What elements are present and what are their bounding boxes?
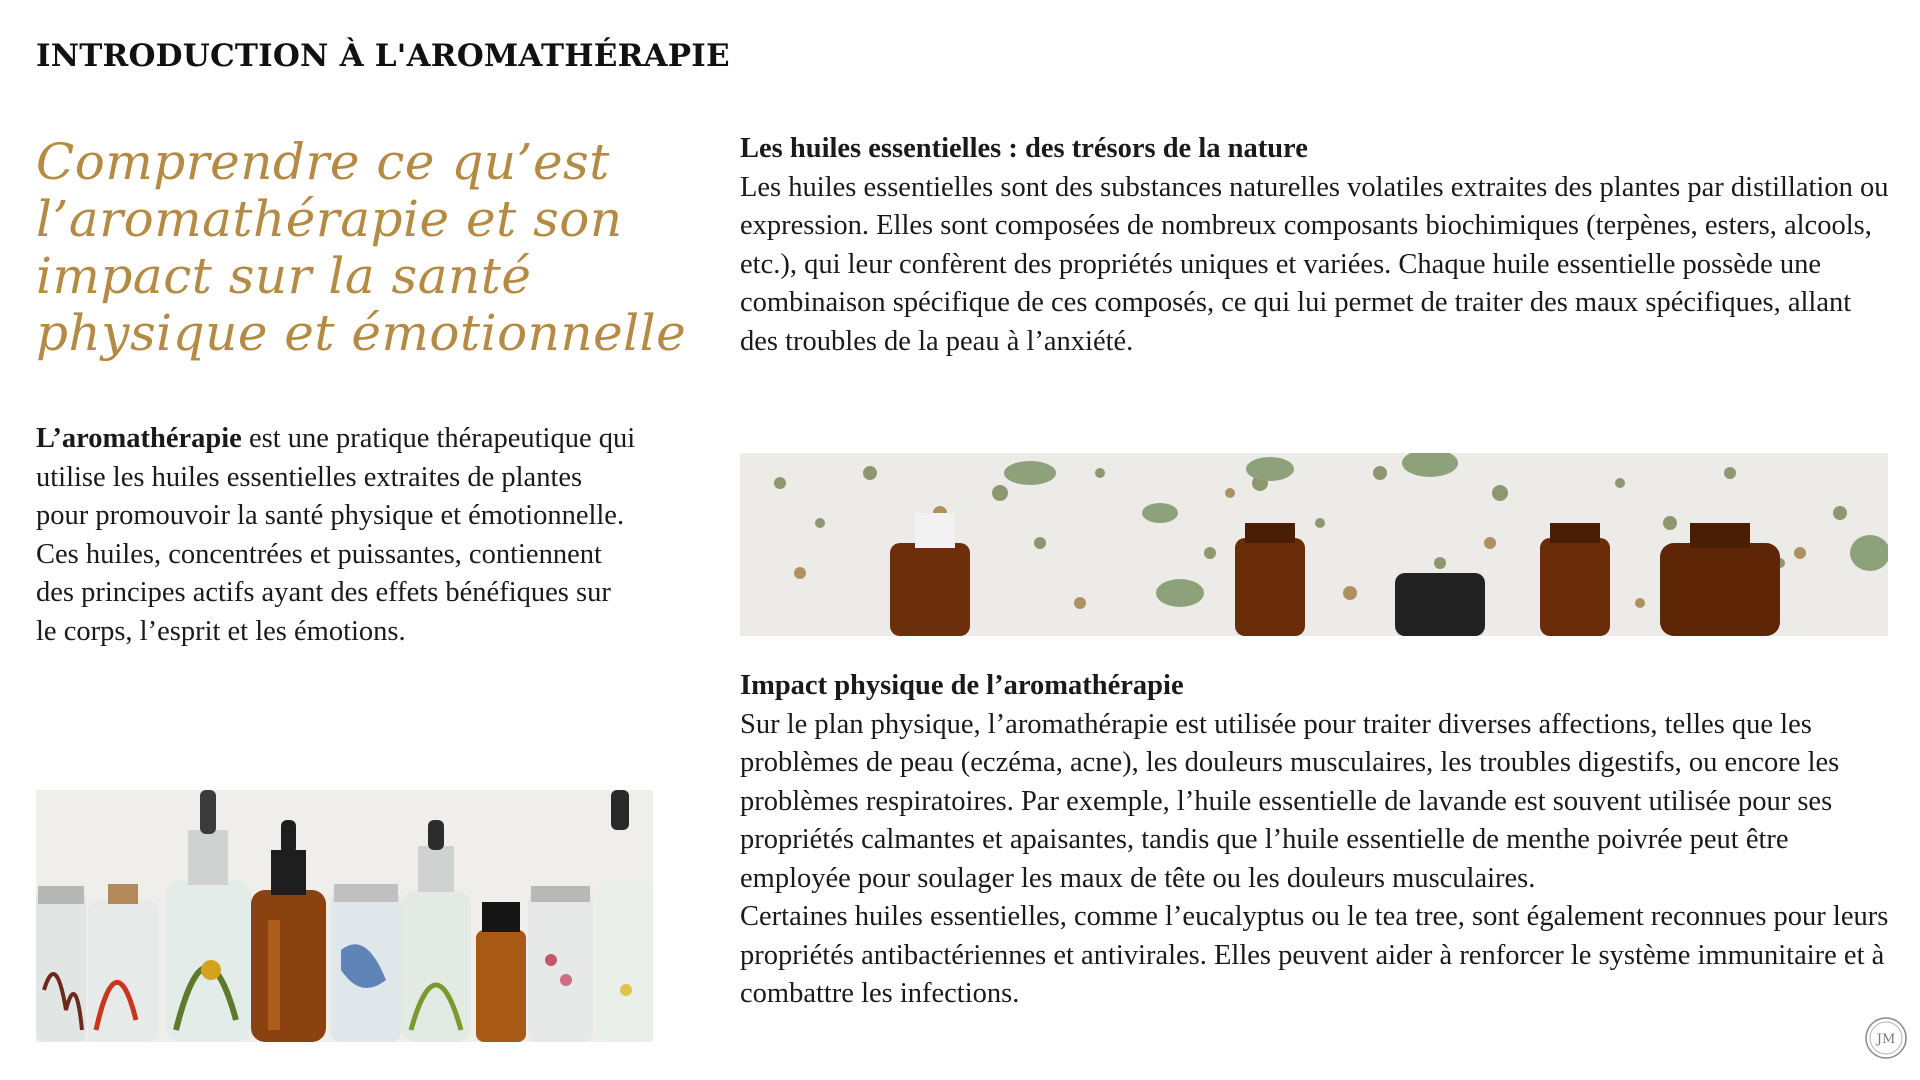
jm-logo (1864, 1016, 1908, 1060)
bottles-illustration (36, 790, 653, 1042)
logo-lettering: JM (1876, 1032, 1896, 1047)
section-body-physical-impact-1: Sur le plan physique, l’aromathérapie est utilisée pour traiter diverses affections, telles que les problèmes de peau (eczéma, acne), les douleurs musculaires, les troubles digestifs, ou encore les problèmes respiratoires. Par exemple, l’huile essentielle de lavande est souvent utilisée pour ses propriétés calmantes et apaisantes, tandis que l’huile essentielle de menthe poivrée peut être employée pour soulager les maux de tête ou les douleurs musculaires. (740, 708, 1840, 894)
jm-logo-icon (1864, 1016, 1908, 1060)
left-column (36, 134, 706, 651)
page-title: INTRODUCTION À L'AROMATHÉRAPIE (36, 38, 730, 74)
section-physical-impact (740, 667, 1900, 1014)
banner-illustration (740, 453, 1888, 636)
section-body-essential-oils: Les huiles essentielles sont des substances naturelles volatiles extraites des plantes par distillation ou expression. Elles sont composées de nombreux composants biochimiques (terpènes, esters, alcools, etc.), qui leur confèrent des propriétés uniques et variées. Chaque huile essentielle possède une combinaison spécifique de ces composés, ce qui lui permet de traiter des maux spécifiques, allant des troubles de la peau à l’anxiété. (740, 171, 1889, 357)
subtitle: Comprendre ce qu’est l’aromathérapie et son impact sur la santé physique et émotionnelle (36, 133, 687, 362)
section-heading-essential-oils: Les huiles essentielles : des trésors de la nature (740, 133, 1308, 164)
intro-text: est une pratique thérapeutique qui utilise les huiles essentielles extraites de plantes pour promouvoir la santé physique et émotionnelle. Ces huiles, concentrées et puissantes, contiennent des principes actifs ayant des effets bénéfiques sur le corps, l’esprit et les émotions. (36, 423, 636, 647)
herbs-and-bottles-banner-image (740, 453, 1888, 636)
intro-bold-term: L’aromathérapie (36, 423, 242, 454)
section-body-physical-impact-2: Certaines huiles essentielles, comme l’eucalyptus ou le tea tree, sont également reconnues pour leurs propriétés antibactériennes et antivirales. Elles peuvent aider à renforcer le système immunitaire et à combattre les infections. (740, 901, 1889, 1009)
section-heading-physical-impact: Impact physique de l’aromathérapie (740, 670, 1184, 701)
essential-oil-bottles-image (36, 790, 653, 1042)
intro-paragraph (36, 420, 636, 651)
right-column (740, 130, 1890, 361)
